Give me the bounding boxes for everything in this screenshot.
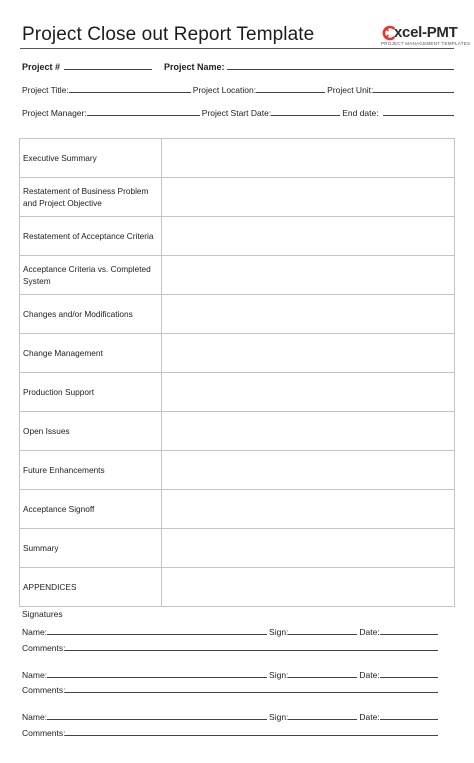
name-label: Name: bbox=[22, 670, 48, 680]
project-name-label: Project Name: bbox=[164, 62, 225, 72]
comments-label: Comments: bbox=[22, 643, 66, 653]
date-field[interactable] bbox=[380, 634, 438, 635]
section-content-field[interactable] bbox=[162, 217, 455, 256]
sign-field[interactable] bbox=[288, 634, 357, 635]
logo-tagline: PROJECT MANAGEMENT TEMPLATES bbox=[381, 41, 471, 46]
table-row bbox=[20, 256, 455, 295]
table-row bbox=[20, 568, 455, 607]
date-label: Date: bbox=[359, 670, 380, 680]
project-number-row bbox=[22, 58, 454, 72]
section-label: Acceptance Signoff bbox=[20, 490, 162, 529]
section-label: Restatement of Business Problem and Project Objective bbox=[20, 178, 162, 217]
table-row bbox=[20, 295, 455, 334]
end-date-field[interactable] bbox=[383, 115, 454, 116]
project-unit-label: Project Unit: bbox=[327, 85, 374, 95]
section-label: Summary bbox=[20, 529, 162, 568]
title-divider bbox=[20, 48, 454, 49]
section-content-field[interactable] bbox=[162, 178, 455, 217]
section-label: Future Enhancements bbox=[20, 451, 162, 490]
section-label: Production Support bbox=[20, 373, 162, 412]
sign-field[interactable] bbox=[288, 719, 357, 720]
section-content-field[interactable] bbox=[162, 256, 455, 295]
table-row bbox=[20, 217, 455, 256]
logo-brand-text: xcel-PMT bbox=[394, 24, 458, 41]
table-row bbox=[20, 451, 455, 490]
name-label: Name: bbox=[22, 712, 48, 722]
comments-field[interactable] bbox=[65, 735, 438, 736]
table-row bbox=[20, 373, 455, 412]
comments-field[interactable] bbox=[65, 692, 438, 693]
section-content-field[interactable] bbox=[162, 334, 455, 373]
table-row bbox=[20, 178, 455, 217]
project-title-field[interactable] bbox=[69, 92, 191, 93]
project-name-field[interactable] bbox=[227, 69, 454, 70]
sign-label: Sign: bbox=[269, 627, 289, 637]
signature-name-row bbox=[22, 666, 454, 680]
section-content-field[interactable] bbox=[162, 373, 455, 412]
section-content-field[interactable] bbox=[162, 412, 455, 451]
table-row bbox=[20, 412, 455, 451]
project-number-label: Project # bbox=[22, 62, 61, 72]
date-field[interactable] bbox=[380, 677, 438, 678]
signature-name-row bbox=[22, 623, 454, 637]
comments-label: Comments: bbox=[22, 728, 66, 738]
name-field[interactable] bbox=[47, 719, 267, 720]
project-manager-field[interactable] bbox=[87, 115, 200, 116]
project-number-field[interactable] bbox=[64, 69, 152, 70]
section-label: APPENDICES bbox=[20, 568, 162, 607]
date-label: Date: bbox=[359, 712, 380, 722]
signature-name-row bbox=[22, 708, 454, 722]
company-logo bbox=[380, 24, 471, 48]
project-start-date-label: Project Start Date: bbox=[201, 108, 272, 118]
table-row bbox=[20, 139, 455, 178]
project-title-label: Project Title: bbox=[22, 85, 69, 95]
comments-field[interactable] bbox=[65, 650, 438, 651]
section-label: Restatement of Acceptance Criteria bbox=[20, 217, 162, 256]
project-manager-label: Project Manager: bbox=[22, 108, 87, 118]
section-content-field[interactable] bbox=[162, 139, 455, 178]
section-content-field[interactable] bbox=[162, 451, 455, 490]
section-label: Executive Summary bbox=[20, 139, 162, 178]
sign-field[interactable] bbox=[288, 677, 357, 678]
project-location-field[interactable] bbox=[256, 92, 325, 93]
end-date-label: End date: bbox=[342, 108, 379, 118]
signature-comments-row bbox=[22, 639, 454, 653]
section-content-field[interactable] bbox=[162, 490, 455, 529]
signature-comments-row bbox=[22, 681, 454, 695]
project-unit-field[interactable] bbox=[373, 92, 454, 93]
project-manager-row bbox=[22, 104, 454, 118]
name-field[interactable] bbox=[47, 634, 267, 635]
section-content-field[interactable] bbox=[162, 529, 455, 568]
comments-label: Comments: bbox=[22, 685, 66, 695]
section-label: Changes and/or Modifications bbox=[20, 295, 162, 334]
section-content-field[interactable] bbox=[162, 568, 455, 607]
date-field[interactable] bbox=[380, 719, 438, 720]
table-row bbox=[20, 490, 455, 529]
name-field[interactable] bbox=[47, 677, 267, 678]
project-start-date-field[interactable] bbox=[271, 115, 340, 116]
sign-label: Sign: bbox=[269, 712, 289, 722]
section-label: Open Issues bbox=[20, 412, 162, 451]
page-title: Project Close out Report Template bbox=[22, 24, 315, 45]
section-label: Change Management bbox=[20, 334, 162, 373]
sign-label: Sign: bbox=[269, 670, 289, 680]
report-sections-table bbox=[19, 138, 455, 607]
table-row bbox=[20, 334, 455, 373]
project-location-label: Project Location: bbox=[192, 85, 257, 95]
project-title-row bbox=[22, 81, 454, 95]
signatures-heading: Signatures bbox=[22, 609, 63, 619]
name-label: Name: bbox=[22, 627, 48, 637]
signature-comments-row bbox=[22, 724, 454, 738]
section-label: Acceptance Criteria vs. Completed System bbox=[20, 256, 162, 295]
section-content-field[interactable] bbox=[162, 295, 455, 334]
date-label: Date: bbox=[359, 627, 380, 637]
table-row bbox=[20, 529, 455, 568]
